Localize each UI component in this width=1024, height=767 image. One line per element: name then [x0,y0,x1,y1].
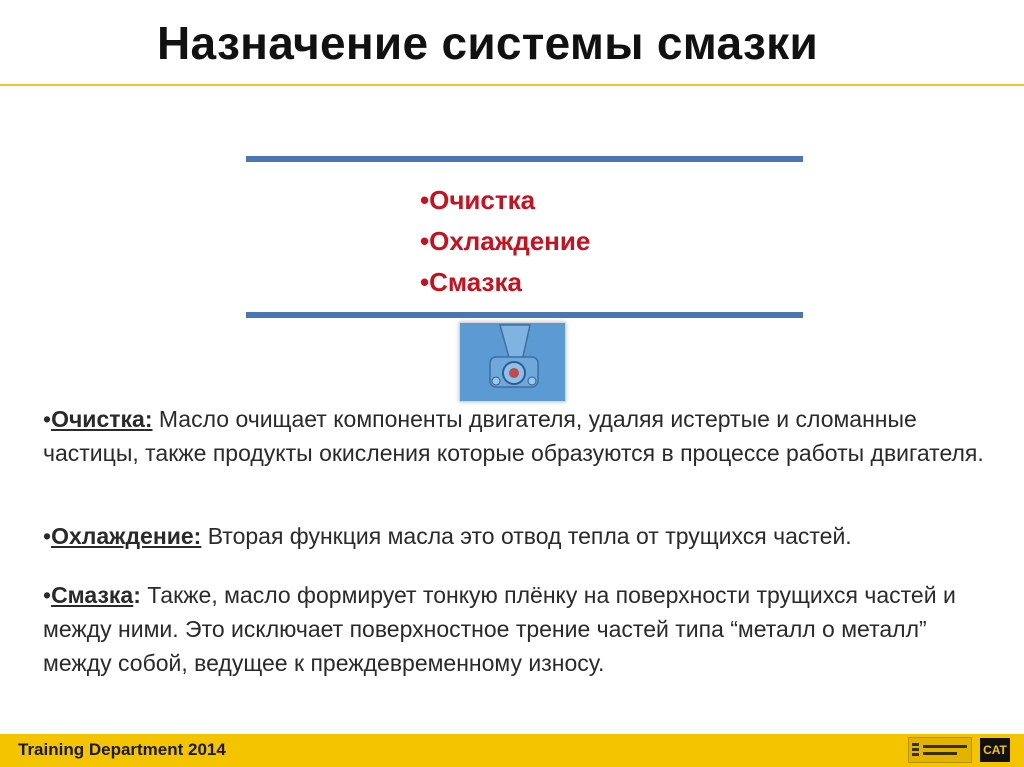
borusan-logo-icon [909,738,971,762]
footer-text: Training Department 2014 [18,740,226,759]
borusan-logo [908,737,972,763]
paragraph-text: Также, масло формирует тонкую плёнку на поверхности трущихся частей и между ними. Это исключает поверхностное трение частей типа “металл о металл” между собой, ведущее к преждевременному износу. [43,582,956,676]
title-divider [0,84,1024,86]
term-cooling: Охлаждение: [51,523,202,549]
paragraph-bullet: • [43,406,52,432]
paragraph-text: Вторая функция масла это отвод тепла от трущихся частей. [201,523,852,549]
term-cleaning: Очистка [51,406,145,432]
connecting-rod-icon [460,323,565,401]
paragraph-lubrication [43,578,988,680]
cat-logo: CAT [980,738,1010,762]
term-separator: : [144,406,153,432]
function-item-cleaning: •Очистка [420,185,536,215]
paragraph-bullet: • [43,582,52,608]
paragraph-cooling [43,519,988,553]
function-item-cooling: •Охлаждение [420,226,591,256]
function-item-lubrication: •Смазка [420,267,522,297]
term-separator: : [133,582,141,608]
bottom-blue-divider [246,312,803,318]
term-lubrication: Смазка [51,582,134,608]
paragraph-cleaning [43,402,988,470]
footer-bar [0,734,1024,767]
slide-title: Назначение системы смазки [157,17,819,69]
paragraph-bullet: • [43,523,52,549]
paragraph-text: Масло очищает компоненты двигателя, удаляя истертые и сломанные частицы, также продукты окисления которые образуются в процессе работы двигателя. [43,406,984,466]
top-blue-divider [246,156,803,162]
functions-list [420,180,590,303]
connecting-rod-image [459,322,566,402]
title-area [0,0,1024,84]
